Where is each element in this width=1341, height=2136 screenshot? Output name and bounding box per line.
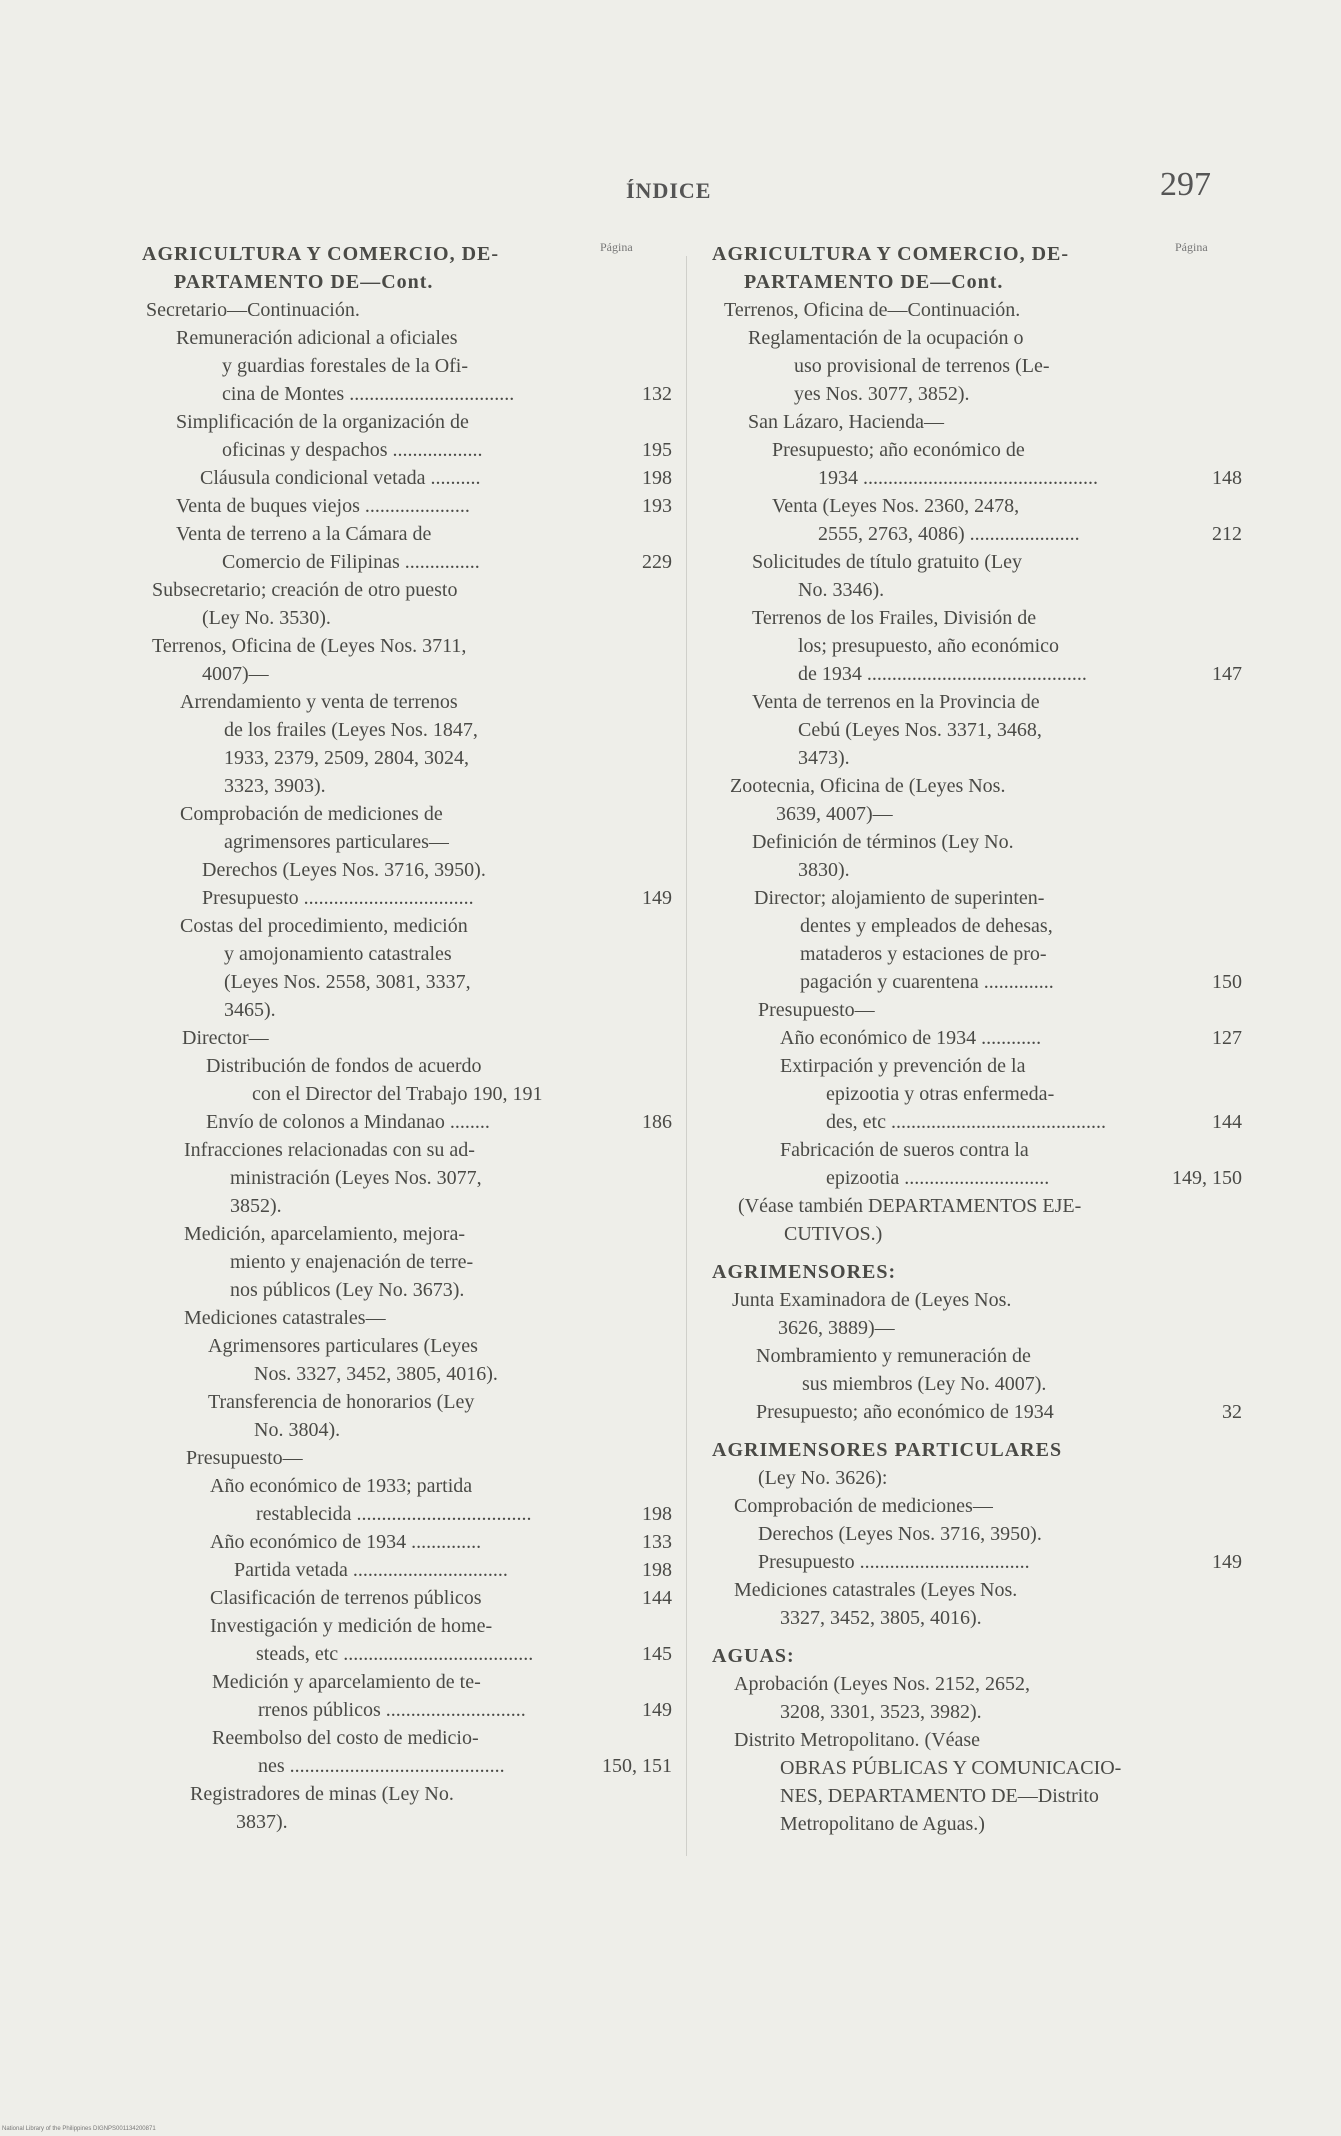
entry-text: de los frailes (Leyes Nos. 1847, [224,719,478,741]
entry-text: Derechos (Leyes Nos. 3716, 3950). [758,1523,1042,1545]
footer-credit: National Library of the Philippines DIGNPS001134200871 [2,2126,156,2132]
entry-page-number: 212 [1212,523,1242,545]
index-entry [142,1052,672,1080]
index-entry [142,548,672,576]
entry-text: Secretario—Continuación. [146,299,360,321]
index-entry [142,380,672,408]
index-entry [712,632,1242,660]
index-entry [142,464,672,492]
entry-text: 3837). [236,1811,288,1833]
entry-text: PARTAMENTO DE—Cont. [744,271,1004,293]
entry-text: Clasificación de terrenos públicos [210,1587,482,1609]
entry-text: Venta de terrenos en la Provincia de [752,691,1040,713]
index-entry [142,1696,672,1724]
entry-text: Mediciones catastrales (Leyes Nos. [734,1579,1018,1601]
entry-text: Presupuesto— [186,1447,303,1469]
entry-text: Presupuesto .................................. [758,1551,1030,1573]
entry-page-number: 198 [642,1559,672,1581]
entry-text: Presupuesto; año económico de [772,439,1025,461]
index-entry [142,1360,672,1388]
entry-text: Agrimensores particulares (Leyes [208,1335,478,1357]
index-entry [712,940,1242,968]
entry-text: restablecida ................................... [256,1503,532,1525]
entry-text: AGUAS: [712,1645,795,1667]
entry-text: cina de Montes ................................. [222,383,515,405]
entry-page-number: 144 [1212,1111,1242,1133]
entry-page-number: 149, 150 [1172,1167,1242,1189]
index-entry [712,1136,1242,1164]
entry-text: (Ley No. 3530). [202,607,331,629]
entry-text: Terrenos, Oficina de—Continuación. [724,299,1021,321]
index-entry [712,548,1242,576]
entry-text: 3208, 3301, 3523, 3982). [780,1701,982,1723]
index-entry [712,1670,1242,1698]
index-entry [142,688,672,716]
entry-text: miento y enajenación de terre- [230,1251,474,1273]
index-entry [712,688,1242,716]
entry-page-number: 150 [1212,971,1242,993]
entry-text: los; presupuesto, año económico [798,635,1060,657]
entry-page-number: 132 [642,383,672,405]
index-entry [712,436,1242,464]
index-entry [712,380,1242,408]
index-entry [712,576,1242,604]
index-entry [712,1398,1242,1426]
index-column-left [142,240,672,1836]
index-entry [142,1724,672,1752]
entry-text: nes ........................................... [258,1755,505,1777]
entry-text: 1934 ............................................... [818,467,1098,489]
entry-text: Subsecretario; creación de otro puesto [152,579,458,601]
index-heading [142,240,672,268]
index-entry [142,1612,672,1640]
running-title: ÍNDICE [626,178,712,203]
index-entry [142,1472,672,1500]
entry-text: Medición, aparcelamiento, mejora- [184,1223,465,1245]
index-entry [142,1668,672,1696]
entry-text: AGRIMENSORES: [712,1261,897,1283]
entry-text: Partida vetada ............................... [234,1559,508,1581]
entry-text: Nos. 3327, 3452, 3805, 4016). [254,1363,498,1385]
index-entry [142,716,672,744]
entry-text: epizootia y otras enfermeda- [826,1083,1055,1105]
entry-text: (Véase también DEPARTAMENTOS EJE- [738,1195,1082,1217]
entry-text: Aprobación (Leyes Nos. 2152, 2652, [734,1673,1031,1695]
index-entry [142,520,672,548]
entry-text: Venta de terreno a la Cámara de [176,523,432,545]
entry-text: Transferencia de honorarios (Ley [208,1391,475,1413]
index-entry [142,940,672,968]
index-entry [712,1464,1242,1492]
entry-text: Remuneración adicional a oficiales [176,327,458,349]
entry-text: Terrenos de los Frailes, División de [752,607,1037,629]
entry-text: AGRICULTURA Y COMERCIO, DE- [712,243,1070,265]
entry-text: dentes y empleados de dehesas, [800,915,1053,937]
entry-page-number: 198 [642,467,672,489]
entry-page-number: 127 [1212,1027,1242,1049]
index-heading [712,1258,1242,1286]
index-entry [142,1416,672,1444]
entry-page-number: 148 [1212,467,1242,489]
index-entry [142,1192,672,1220]
index-entry [712,1726,1242,1754]
section-spacer [712,1248,1242,1258]
index-entry [712,408,1242,436]
entry-page-number: 193 [642,495,672,517]
index-entry [142,1108,672,1136]
index-entry [712,1810,1242,1838]
index-entry [142,968,672,996]
index-entry [712,352,1242,380]
entry-page-number: 147 [1212,663,1242,685]
entry-text: mataderos y estaciones de pro- [800,943,1047,965]
index-entry [142,604,672,632]
entry-text: Medición y aparcelamiento de te- [212,1671,481,1693]
entry-text: 3465). [224,999,276,1021]
index-entry [712,1548,1242,1576]
entry-text: Distribución de fondos de acuerdo [206,1055,482,1077]
entry-text: Metropolitano de Aguas.) [780,1813,985,1835]
index-entry [142,1164,672,1192]
index-entry [712,1782,1242,1810]
index-entry [712,1576,1242,1604]
index-entry [712,1604,1242,1632]
index-entry [712,604,1242,632]
entry-text: 3323, 3903). [224,775,326,797]
entry-text: 2555, 2763, 4086) ...................... [818,523,1080,545]
index-entry [712,520,1242,548]
index-entry [142,352,672,380]
entry-page-number: 133 [642,1531,672,1553]
entry-text: steads, etc ...................................... [256,1643,534,1665]
index-entry [712,772,1242,800]
index-entry [712,1024,1242,1052]
index-entry [142,772,672,800]
index-entry [712,1520,1242,1548]
entry-text: Comercio de Filipinas ............... [222,551,480,573]
entry-text: CUTIVOS.) [784,1223,883,1245]
index-entry [712,660,1242,688]
index-entry [142,1444,672,1472]
entry-text: Extirpación y prevención de la [780,1055,1026,1077]
entry-text: Junta Examinadora de (Leyes Nos. [732,1289,1012,1311]
index-entry [142,576,672,604]
entry-text: Arrendamiento y venta de terrenos [180,691,458,713]
index-entry [142,408,672,436]
entry-text: No. 3346). [798,579,885,601]
entry-page-number: 195 [642,439,672,461]
entry-text: Reglamentación de la ocupación o [748,327,1024,349]
index-entry [142,856,672,884]
index-entry [142,996,672,1024]
entry-text: des, etc ........................................... [826,1111,1106,1133]
entry-page-number: 186 [642,1111,672,1133]
entry-text: y guardias forestales de la Ofi- [222,355,469,377]
entry-text: Infracciones relacionadas con su ad- [184,1139,475,1161]
entry-text: Presupuesto .................................. [202,887,474,909]
entry-text: AGRIMENSORES PARTICULARES [712,1439,1063,1461]
entry-text: PARTAMENTO DE—Cont. [174,271,434,293]
entry-text: NES, DEPARTAMENTO DE—Distrito [780,1785,1099,1807]
entry-text: rrenos públicos ............................ [258,1699,526,1721]
entry-text: No. 3804). [254,1419,341,1441]
entry-page-number: 32 [1222,1401,1242,1423]
entry-text: Director; alojamiento de superinten- [754,887,1045,909]
index-entry [142,296,672,324]
entry-text: Venta (Leyes Nos. 2360, 2478, [772,495,1020,517]
index-heading [712,1436,1242,1464]
index-entry [142,1304,672,1332]
entry-text: Presupuesto; año económico de 1934 [756,1401,1054,1423]
entry-text: San Lázaro, Hacienda— [748,411,945,433]
entry-text: Año económico de 1934 ............ [780,1027,1042,1049]
entry-text: agrimensores particulares— [224,831,449,853]
entry-text: 3639, 4007)— [776,803,893,825]
index-heading [712,240,1242,268]
entry-text: 3473). [798,747,850,769]
entry-text: con el Director del Trabajo 190, 191 [252,1083,543,1105]
entry-text: 1933, 2379, 2509, 2804, 3024, [224,747,469,769]
entry-text: Zootecnia, Oficina de (Leyes Nos. [730,775,1006,797]
entry-page-number: 150, 151 [602,1755,672,1777]
entry-text: 3327, 3452, 3805, 4016). [780,1607,982,1629]
index-entry [142,324,672,352]
entry-text: Registradores de minas (Ley No. [190,1783,454,1805]
index-entry [142,1136,672,1164]
entry-text: Cebú (Leyes Nos. 3371, 3468, [798,719,1042,741]
page-column-label-right: Página [1175,240,1208,254]
section-spacer [712,1426,1242,1436]
entry-text: Terrenos, Oficina de (Leyes Nos. 3711, [152,635,467,657]
entry-text: ministración (Leyes Nos. 3077, [230,1167,482,1189]
entry-text: Año económico de 1933; partida [210,1475,473,1497]
index-entry [142,1500,672,1528]
entry-text: 3852). [230,1195,282,1217]
index-column-right [712,240,1242,1838]
entry-text: pagación y cuarentena .............. [800,971,1054,993]
index-entry [712,1314,1242,1342]
entry-text: OBRAS PÚBLICAS Y COMUNICACIO- [780,1757,1122,1779]
page-column-label-left: Página [600,240,633,254]
index-entry [712,1492,1242,1520]
index-entry [142,1528,672,1556]
index-heading [712,1642,1242,1670]
index-entry [712,1108,1242,1136]
index-entry [712,828,1242,856]
index-entry [142,1248,672,1276]
index-entry [142,1080,672,1108]
index-entry [712,1342,1242,1370]
entry-page-number: 149 [1212,1551,1242,1573]
index-entry [712,912,1242,940]
index-entry [712,716,1242,744]
entry-page-number: 149 [642,1699,672,1721]
entry-text: 3830). [798,859,850,881]
entry-text: Venta de buques viejos ..................... [176,495,470,517]
entry-text: Comprobación de mediciones de [180,803,443,825]
entry-text: nos públicos (Ley No. 3673). [230,1279,465,1301]
index-entry [142,1780,672,1808]
entry-text: Comprobación de mediciones— [734,1495,993,1517]
entry-page-number: 145 [642,1643,672,1665]
index-entry [712,492,1242,520]
index-entry [142,492,672,520]
entry-text: uso provisional de terrenos (Le- [794,355,1050,377]
entry-text: Presupuesto— [758,999,875,1021]
entry-text: Solicitudes de título gratuito (Ley [752,551,1022,573]
entry-page-number: 149 [642,887,672,909]
entry-text: (Ley No. 3626): [758,1467,888,1489]
page-number: 297 [1160,166,1211,203]
index-entry [712,296,1242,324]
entry-text: Simplificación de la organización de [176,411,469,433]
index-entry [712,996,1242,1024]
entry-text: Investigación y medición de home- [210,1615,493,1637]
index-entry [142,1024,672,1052]
index-entry [712,1370,1242,1398]
entry-text: Director— [182,1027,269,1049]
index-entry [712,464,1242,492]
index-entry [712,1286,1242,1314]
index-entry [712,800,1242,828]
entry-text: y amojonamiento catastrales [224,943,452,965]
index-entry [712,1080,1242,1108]
entry-text: Distrito Metropolitano. (Véase [734,1729,981,1751]
index-entry [712,1698,1242,1726]
index-entry [142,1752,672,1780]
index-entry [142,632,672,660]
entry-text: Fabricación de sueros contra la [780,1139,1029,1161]
index-entry [712,856,1242,884]
index-heading [142,268,672,296]
index-entry [142,1808,672,1836]
index-entry [712,1220,1242,1248]
entry-text: Envío de colonos a Mindanao ........ [206,1111,490,1133]
entry-page-number: 229 [642,551,672,573]
entry-text: Reembolso del costo de medicio- [212,1727,479,1749]
entry-text: Definición de términos (Ley No. [752,831,1014,853]
entry-text: Cláusula condicional vetada .......... [200,467,481,489]
index-entry [142,1220,672,1248]
index-entry [712,1052,1242,1080]
entry-text: Derechos (Leyes Nos. 3716, 3950). [202,859,486,881]
entry-text: AGRICULTURA Y COMERCIO, DE- [142,243,500,265]
index-entry [712,324,1242,352]
index-entry [142,1584,672,1612]
index-entry [142,800,672,828]
entry-text: (Leyes Nos. 2558, 3081, 3337, [224,971,471,993]
index-entry [142,828,672,856]
entry-text: 3626, 3889)— [778,1317,895,1339]
entry-text: de 1934 ............................................ [798,663,1087,685]
entry-text: Mediciones catastrales— [184,1307,386,1329]
index-entry [142,436,672,464]
entry-text: Costas del procedimiento, medición [180,915,468,937]
entry-text: epizootia ............................. [826,1167,1050,1189]
index-entry [142,1276,672,1304]
index-entry [142,1640,672,1668]
entry-text: Año económico de 1934 .............. [210,1531,482,1553]
index-entry [712,1192,1242,1220]
index-entry [142,912,672,940]
index-entry [712,968,1242,996]
index-entry [142,1388,672,1416]
index-entry [712,884,1242,912]
index-entry [142,884,672,912]
entry-text: 4007)— [202,663,269,685]
section-spacer [712,1632,1242,1642]
entry-text: oficinas y despachos .................. [222,439,483,461]
entry-text: Nombramiento y remuneración de [756,1345,1031,1367]
column-divider [686,256,687,1856]
index-heading [712,268,1242,296]
entry-page-number: 198 [642,1503,672,1525]
index-entry [712,1164,1242,1192]
index-entry [142,744,672,772]
index-entry [142,1556,672,1584]
index-entry [712,744,1242,772]
entry-page-number: 144 [642,1587,672,1609]
entry-text: yes Nos. 3077, 3852). [794,383,970,405]
entry-text: sus miembros (Ley No. 4007). [802,1373,1047,1395]
index-entry [142,1332,672,1360]
index-entry [712,1754,1242,1782]
index-entry [142,660,672,688]
